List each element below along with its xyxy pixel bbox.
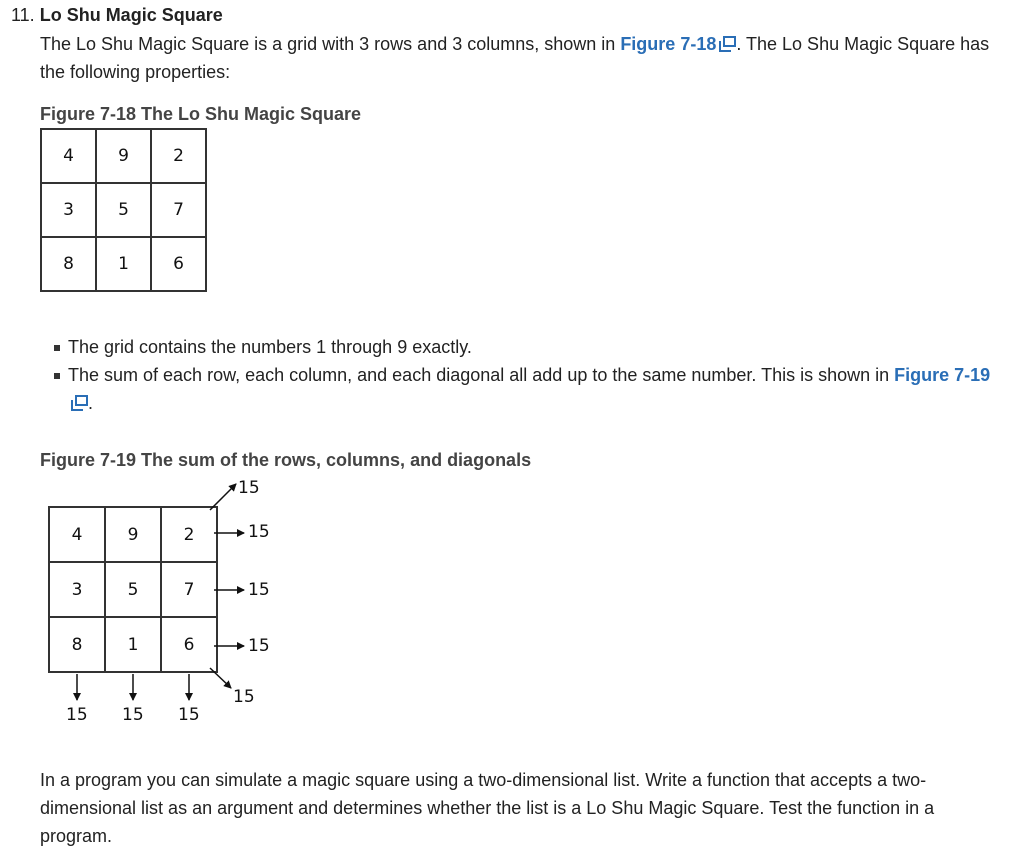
intro-text-before: The Lo Shu Magic Square is a grid with 3 rows and 3 columns, shown in [40,34,621,54]
grid-cell: 1 [105,617,161,672]
grid-cell: 5 [96,183,151,237]
diagonal-up-sum: 15 [238,478,260,498]
grid-cell: 8 [49,617,105,672]
grid-cell: 5 [105,562,161,617]
grid-cell: 7 [151,183,206,237]
column-sum: 15 [122,705,144,725]
column-sum: 15 [178,705,200,725]
grid-cell: 7 [161,562,217,617]
grid-cell: 6 [151,237,206,291]
row-sum: 15 [248,522,270,542]
grid-cell: 6 [161,617,217,672]
list-item: The sum of each row, each column, and each diagonal all add up to the same number. This is shown in Figure 7-19. [40,361,1000,417]
grid-cell: 9 [105,507,161,562]
diagonal-up-arrow [210,484,236,510]
column-sum: 15 [66,705,88,725]
grid-cell: 4 [49,507,105,562]
figure-7-18-link[interactable]: Figure 7-18 [620,34,736,54]
diagonal-down-arrow [210,668,231,688]
figure-7-18-caption: Figure 7-18 The Lo Shu Magic Square [40,104,362,124]
grid-cell: 9 [96,129,151,183]
figure-7-19-link[interactable]: Figure 7-19 [68,365,990,413]
exercise-title: Lo Shu Magic Square [39,5,223,25]
grid-cell: 4 [41,129,96,183]
diagonal-down-sum: 15 [233,687,255,707]
grid-cell: 2 [161,507,217,562]
grid-cell: 3 [41,183,96,237]
intro-text-after: . The Lo Shu Magic Square has the following properties: [40,34,990,82]
grid-cell: 3 [49,562,105,617]
grid-cell: 8 [41,237,96,291]
grid-cell: 2 [151,129,206,183]
closing-paragraph: In a program you can simulate a magic square using a two-dimensional list. Write a function that accepts a two-dimensional list as an argument and determines whether the list is a Lo Shu Magic Square. Test the function in a program. [40,770,935,846]
exercise-number: 11. [11,5,35,25]
figure-7-19-caption: Figure 7-19 The sum of the rows, columns, and diagonals [40,450,532,470]
grid-cell: 1 [96,237,151,291]
list-item: The grid contains the numbers 1 through 9 exactly. [40,333,1000,361]
row-sum: 15 [248,580,270,600]
row-sum: 15 [248,636,270,656]
